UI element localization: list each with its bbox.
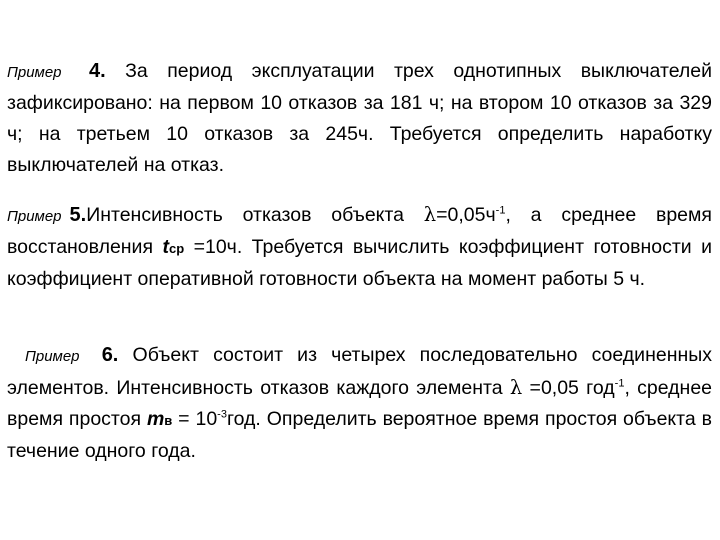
example-5-label: Пример (7, 208, 62, 225)
variable-t-subscript: ср (168, 241, 185, 256)
example-5-paragraph (7, 199, 712, 295)
example-6-paragraph (7, 340, 712, 467)
variable-m: m (146, 408, 165, 430)
example-5-text-4: =10ч. Требуется вычислить коэффициент готовности и коэффициент оперативной готовности объекта на момент работы 5 ч. (7, 236, 712, 290)
example-5-text-1: Интенсивность отказов объекта (86, 204, 424, 226)
lambda-symbol: λ (509, 376, 523, 399)
example-6-text-5: год. Определить вероятное время простоя объекта в течение одного года. (7, 408, 712, 462)
example-6-text-2: =0,05 год (522, 377, 615, 399)
exponent: -1 (614, 377, 625, 390)
example-4-label: Пример (7, 64, 62, 81)
exponent: -1 (495, 204, 506, 217)
example-4-paragraph (7, 56, 712, 181)
example-6-text-3: , среднее время простоя (7, 377, 713, 430)
example-5-number: 5. (69, 204, 87, 226)
variable-t: t (162, 236, 169, 258)
example-4-text: За период эксплуатации трех однотипных выключателей зафиксировано: на первом 10 отказов за 181 ч; на втором 10 отказов за 329 ч; на третьем 10 отказов за 245ч. Требуется определить наработку выключателей на отказ. (7, 60, 713, 176)
example-6-label: Пример (25, 348, 80, 365)
variable-m-subscript: в (164, 413, 173, 428)
lambda-symbol: λ (423, 203, 437, 226)
example-6-text-4: = 10 (172, 408, 218, 430)
example-4-number: 4. (89, 60, 106, 82)
exponent: -3 (217, 408, 227, 421)
example-6-number: 6. (101, 344, 119, 366)
example-5-text-3: , а среднее время восстановления (7, 204, 712, 258)
example-5-text-2: =0,05ч (436, 204, 496, 226)
example-6-text-1: Объект состоит из четырех последовательно соединенных элементов. Интенсивность отказов каждого элемента (7, 344, 712, 399)
